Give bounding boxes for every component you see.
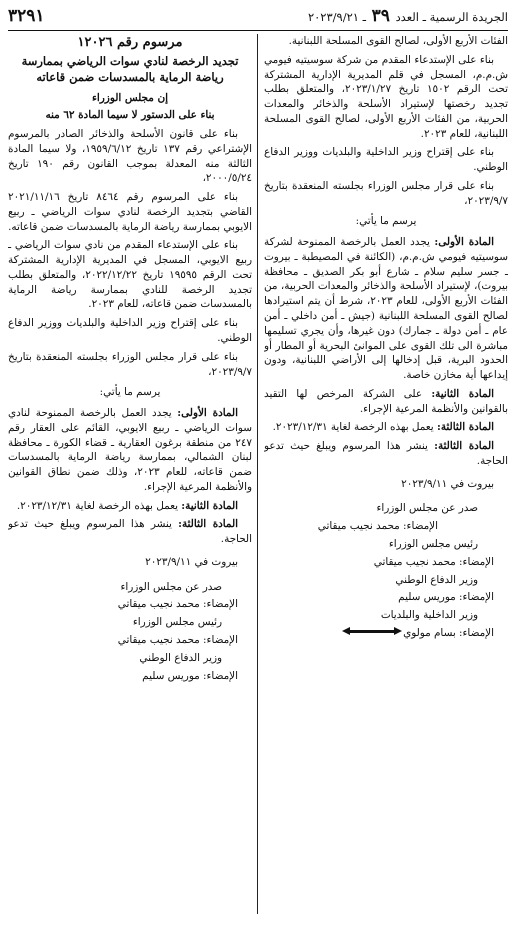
signature-text: وزير الدفاع الوطني: [395, 573, 478, 586]
journal-name: الجريدة الرسمية ـ العدد: [395, 9, 508, 24]
page-header: [8, 6, 508, 31]
council-decision-paragraph: بناء على قرار مجلس الوزراء بجلسته المنعقدة بتاريخ ٢٠٢٣/٩/٧،: [264, 179, 508, 207]
signature-line: [8, 651, 252, 666]
signature-line: [8, 580, 252, 595]
decrees-line: يرسم ما يأتي:: [355, 215, 417, 228]
article-text: يعمل بهذه الرخصة لغاية ٢٠٢٣/١٢/٣١.: [16, 499, 178, 512]
left-column: [8, 34, 252, 928]
issue-date: ـ ٢٠٢٣/٩/٢١: [307, 9, 366, 24]
request-paragraph: بناء على الإستدعاء المقدم من نادي سوات الرياضي ـ ربيع الايوبي، المسجل في المديرية الإدارية المشتركة تحت الرقم ١٩٥٩٥ تاريخ ٢٠٢٢/١٢/٢٢، والمتعلق بطلب تجديد الرخصة للنادي بممارسة رياضة الرماية بالمسدسات ضمن قاعاته، للعام ٢٠٢٣.: [8, 239, 252, 311]
article-text: ينشر هذا المرسوم ويبلغ حيث تدعو الحاجة.: [8, 518, 252, 546]
right-column: [264, 34, 508, 928]
issue-number: ٣٩: [371, 5, 390, 26]
article-2: [8, 499, 252, 514]
signature-line: [8, 615, 252, 630]
article-label: المادة الثالثة:: [437, 421, 494, 434]
signature-line: [8, 597, 252, 612]
date-line: بيروت في ٢٠٢٣/٩/١١: [401, 477, 494, 490]
article-2: [264, 387, 508, 417]
proposal-paragraph: بناء على إقتراح وزير الداخلية والبلديات ووزير الدفاع الوطني.: [8, 317, 252, 344]
signature-line: [8, 633, 252, 648]
signature-text: رئيس مجلس الوزراء: [132, 616, 222, 629]
constitution-basis: بناء على الدستور لا سيما المادة ٦٢ منه: [45, 109, 215, 122]
signature-text: وزير الداخلية والبلديات: [380, 609, 478, 622]
article-text: يعمل بهذه الرخصة لغاية ٢٠٢٣/١٢/٣١.: [272, 421, 434, 434]
signature-text: الإمضاء: محمد نجيب ميقاتي: [117, 633, 238, 646]
article-1: [264, 235, 508, 383]
article-text: على الشركة المرخص لها التقيد بالقوانين والأنظمة المرعية الإجراء.: [264, 387, 508, 415]
decrees-line: يرسم ما يأتي:: [99, 386, 161, 399]
council-decision-paragraph: بناء على قرار مجلس الوزراء بجلسته المنعقدة بتاريخ ٢٠٢٣/٩/٧،: [8, 350, 252, 378]
column-divider: [257, 34, 258, 914]
previous-decree-paragraph: بناء على المرسوم رقم ٨٤٦٤ تاريخ ٢٠٢١/١١/١٦ القاضي بتجديد الرخصة لنادي سوات الرياضي ـ ربيع الايوبي بممارسة رياضة الرماية بالمسدسات ضمن قاعاته.: [8, 191, 252, 233]
signature-line: [264, 537, 508, 552]
council-heading: إن مجلس الوزراء: [92, 92, 168, 105]
article-text: ينشر هذا المرسوم ويبلغ حيث تدعو الحاجة.: [264, 440, 508, 467]
article-text: يجدد العمل بالرخصة الممنوحة لنادي سوات الرياضي ـ ربيع الايوبي، القائم على العقار رقم ٢٤٧ من منطقة برغون العقارية ـ قضاء الكورة ـ محافظة لبنان الشمالي، بممارسة رياضة الرماية بالمسدسات ضمن قاعاته، للعام ٢٠٢٣، وذلك ضمن نطاق القوانين والأنظمة المرعية الإجراء.: [8, 407, 252, 493]
request-paragraph: بناء على الإستدعاء المقدم من شركة سوسيتيه فيومي ش.م.م، المسجل في قلم المديرية الإدارية المشتركة تحت الرقم ١٥٠٢ تاريخ ٢٠٢٣/١/٢٧، والمتعلق بطلب تجديد رخصتها لإستيراد الأسلحة والذخائر والمعدات الحربية، من الفئات الأربع الأولى، لصالح القوى المسلحة اللبنانية، للعام ٢٠٢٣.: [264, 53, 508, 140]
article-label: المادة الأولى:: [434, 236, 494, 249]
law-paragraph: بناء على قانون الأسلحة والذخائر الصادر بالمرسوم الإشتراعي رقم ١٣٧ تاريخ ١٩٥٩/٦/١٢، ولا سيما المادة الثالثة منه المعدلة بموجب القانون رقم ١٩٠ تاريخ ٢٠٠٠/٥/٢٤،: [8, 128, 252, 185]
signature-text: الإمضاء: موريس سليم: [142, 669, 238, 682]
journal-title: [308, 4, 508, 28]
signature-text: الإمضاء: محمد نجيب ميقاتي: [373, 555, 494, 568]
article-3: [8, 517, 252, 547]
signature-text: الإمضاء: بسام مولوي: [403, 626, 494, 639]
signature-line: [264, 626, 508, 641]
date-line: بيروت في ٢٠٢٣/٩/١١: [145, 555, 238, 568]
proposal-paragraph: بناء على إقتراح وزير الداخلية والبلديات ووزير الدفاع الوطني.: [264, 146, 508, 174]
article-text: يجدد العمل بالرخصة الممنوحة لشركة سوسيتيه فيومي ش.م.م، (الكائنة في المصيطبة ـ بيروت ـ جسر سليم سلام ـ شارع أبو بكر الصديق ـ محافظة بيروت)، لإستيراد الأسلحة والذخائر والمعدات الحربية، من الفئات الأربع الأولى، للعام ٢٠٢٣، شرط أن يتم استيرادها لصالح القوى المسلحة اللبنانية (جيش ـ أمن داخلي ـ أمن عام ـ أمن دولة ـ جمارك) دون غيرها، وأن يجري تسليمها مباشرة الى تلك القوى على الموانئ البحرية أو المطار أو الحدود البرية، قبل إدخالها إلى الأراضي اللبنانية، ودون إيداعها أية مخازن خاصة.: [264, 236, 508, 382]
article-4: [264, 439, 508, 469]
page-number: ٣٢٩١: [8, 5, 45, 26]
decree-number: مرسوم رقم ١٢٠٢٦: [77, 35, 183, 50]
decree-title: تجديد الرخصة لنادي سوات الرياضي بممارسة رياضة الرماية بالمسدسات ضمن قاعاته: [21, 54, 239, 84]
signature-line: [264, 555, 508, 570]
signature-line: [264, 608, 508, 623]
article-label: المادة الثالثة:: [178, 518, 238, 531]
signature-text: صدر عن مجلس الوزراء: [120, 580, 222, 593]
continuation-text: الفئات الأربع الأولى، لصالح القوى المسلحة اللبنانية.: [288, 35, 508, 47]
signature-block: [8, 580, 252, 684]
article-label: المادة الثالثة:: [434, 440, 494, 453]
signature-text: وزير الدفاع الوطني: [139, 651, 222, 664]
article-3: [264, 420, 508, 435]
article-label: المادة الثانية:: [431, 387, 495, 400]
end-arrow-icon: [349, 630, 395, 633]
signature-line: [264, 519, 508, 534]
signature-line: [264, 590, 508, 605]
signature-text: الإمضاء: موريس سليم: [398, 591, 494, 604]
signature-line: [264, 573, 508, 588]
signature-text: الإمضاء: محمد نجيب ميقاتي: [117, 598, 238, 611]
article-1: [8, 406, 252, 495]
article-label: المادة الأولى:: [177, 407, 238, 420]
signature-text: رئيس مجلس الوزراء: [388, 537, 478, 550]
signature-line: [8, 669, 252, 684]
article-label: المادة الثانية:: [181, 499, 238, 512]
signature-text: الإمضاء: محمد نجيب ميقاتي: [317, 520, 438, 533]
signature-block: [264, 501, 508, 640]
signature-text: صدر عن مجلس الوزراء: [376, 502, 478, 515]
signature-line: [264, 501, 508, 516]
